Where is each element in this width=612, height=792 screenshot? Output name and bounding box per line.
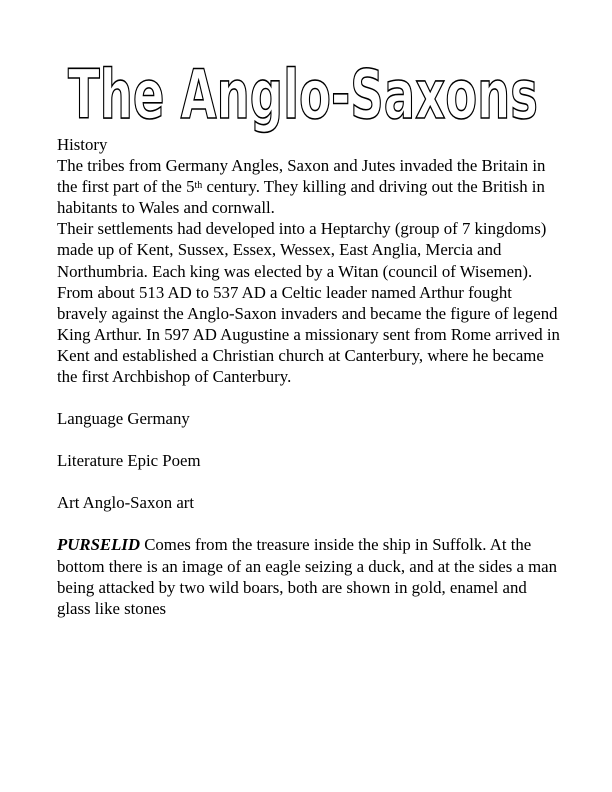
title-outline-svg	[0, 46, 612, 136]
literature-line: Literature Epic Poem	[57, 451, 201, 471]
history-paragraph-1	[57, 155, 562, 218]
purselid-description: Comes from the treasure inside the ship in Suffolk. At the bottom there is an image of an eagle seizing a duck, and at the sides a man being attacked by two wild boars, both are shown in gold, enamel and glass like stones	[57, 535, 558, 618]
language-line: Language Germany	[57, 409, 190, 429]
title-banner	[0, 46, 612, 136]
history-heading: History	[57, 135, 108, 154]
purselid-paragraph	[57, 534, 562, 618]
document-body	[57, 134, 562, 619]
ordinal-suffix: th	[194, 180, 203, 192]
history-paragraph-1-part-b: century. They killing and driving out the British in habitants to Wales and cornwall.	[57, 177, 545, 218]
art-line: Art Anglo-Saxon art	[57, 493, 195, 513]
page-title: The Anglo-Saxons	[68, 56, 538, 135]
history-paragraph-1-part-a: The tribes from Germany Angles, Saxon and Jutes invaded the Britain in the first part of the 5	[57, 156, 546, 197]
history-paragraph-2: Their settlements had developed into a Heptarchy (group of 7 kingdoms) made up of Kent, Sussex, Essex, Wessex, East Anglia, Mercia and Northumbria. Each king was elected by a Witan (council of Wisemen). From about 513 AD to 537 AD a Celtic leader named Arthur fought bravely against the Anglo-Saxon invaders and became the figure of legend King Arthur. In 597 AD Augustine a missionary sent from Rome arrived in Kent and established a Christian church at Canterbury, where he became the first Archbishop of Canterbury.	[57, 219, 560, 387]
purselid-term: PURSELID	[57, 535, 140, 555]
